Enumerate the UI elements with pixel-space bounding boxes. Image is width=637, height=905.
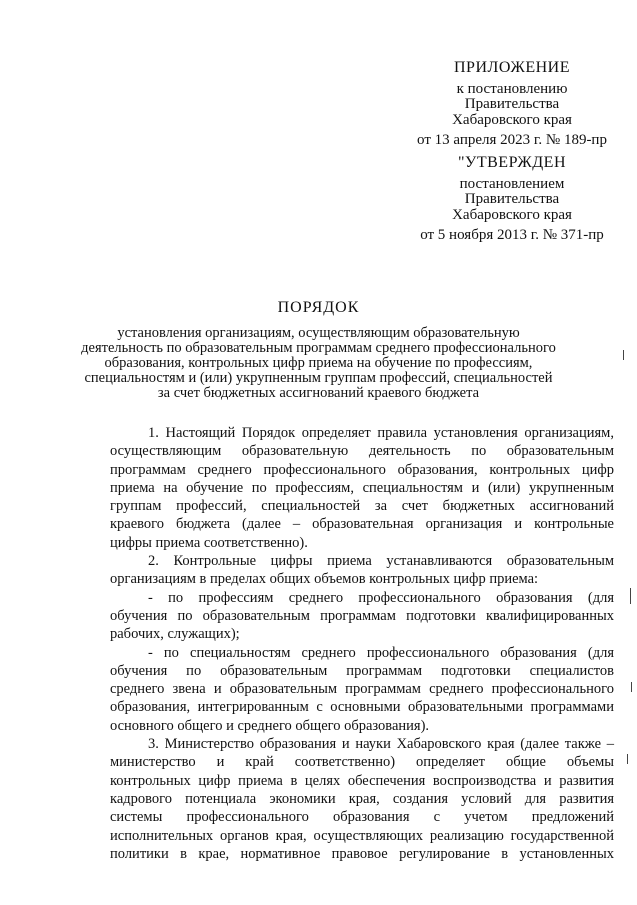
body-line: обучения по образовательным программам подготовки квалифицированных (110, 607, 614, 624)
approved-block (357, 155, 637, 244)
scan-mark (627, 754, 628, 764)
approved-date: от 5 ноября 2013 г. № 371-пр (420, 227, 604, 243)
appendix-heading: ПРИЛОЖЕНИЕ (453, 59, 570, 76)
body-line: исполнительных органов края, осуществляющих реализацию государственной (110, 827, 614, 844)
body-line: цифры приема соответственно). (110, 534, 308, 551)
title-line: деятельность по образовательным программам среднего профессионального (81, 339, 556, 356)
body-line: кадрового потенциала экономики края, создания условий для развития (110, 790, 614, 807)
body-line: организациям в пределах общих объемов контрольных цифр приема: (110, 571, 539, 588)
approved-line: Правительства (464, 191, 560, 207)
scan-mark (631, 682, 632, 692)
body-line: рабочих, служащих); (110, 626, 240, 643)
scan-mark (623, 350, 624, 360)
title-line: образования, контрольных цифр приема на обучение по профессиям, (104, 354, 533, 371)
document-title (0, 300, 637, 401)
body-line: 1. Настоящий Порядок определяет правила установления организациям, (148, 425, 614, 441)
appendix-line: к постановлению (456, 80, 568, 97)
body-line: - по профессиям среднего профессионального образования (для (148, 589, 614, 606)
body-line: осуществляющим образовательную деятельность по образовательным (110, 443, 614, 460)
body-line: основного общего и среднего общего образования). (110, 717, 430, 734)
scan-mark (630, 588, 631, 604)
body-line: 2. Контрольные цифры приема устанавливаются образовательным (148, 553, 614, 570)
approved-heading: "УТВЕРЖДЕН (458, 154, 566, 171)
document-body (110, 424, 614, 863)
appendix-date: от 13 апреля 2023 г. № 189-пр (417, 132, 607, 148)
body-line: - по специальностям среднего профессионального образования (для (148, 644, 614, 661)
body-line: среднего звена и образовательным программам среднего профессионального (110, 681, 614, 698)
body-line: краевого бюджета (далее – образовательная организация и контрольные (110, 516, 614, 533)
body-line: министерство и край соответственно) определяет общие объемы (110, 754, 614, 771)
body-line: контрольных цифр приема в целях обеспечения воспроизводства и развития (110, 772, 614, 789)
body-line: образования, интегрированным с основными образовательными программами (110, 699, 614, 716)
approved-line: постановлением (459, 175, 565, 192)
appendix-block (357, 60, 637, 149)
body-line: 3. Министерство образования и науки Хабаровского края (далее также – (148, 736, 614, 753)
title-line: установления организациям, осуществляющим образовательную (117, 324, 520, 341)
body-line: группам профессий, специальностей за счет бюджетных ассигнований (110, 498, 614, 515)
body-line: политики в крае, нормативное правовое регулирование в установленных (110, 845, 614, 862)
appendix-line: Правительства (464, 96, 560, 112)
body-line: приема на обучение по профессиям, специальностям и (или) укрупненным (110, 479, 614, 496)
title-heading: ПОРЯДОК (277, 299, 360, 316)
title-line: за счет бюджетных ассигнований краевого бюджета (157, 384, 480, 401)
appendix-line: Хабаровского края (452, 111, 572, 128)
title-line: специальностям и (или) укрупненным группам профессий, специальностей (84, 369, 553, 386)
body-line: обучения по образовательным программам подготовки специалистов (110, 662, 614, 679)
body-line: системы профессионального образования с учетом предложений (110, 809, 614, 826)
approved-line: Хабаровского края (452, 206, 572, 223)
body-line: программам среднего профессионального образования, контрольных цифр (110, 461, 614, 478)
